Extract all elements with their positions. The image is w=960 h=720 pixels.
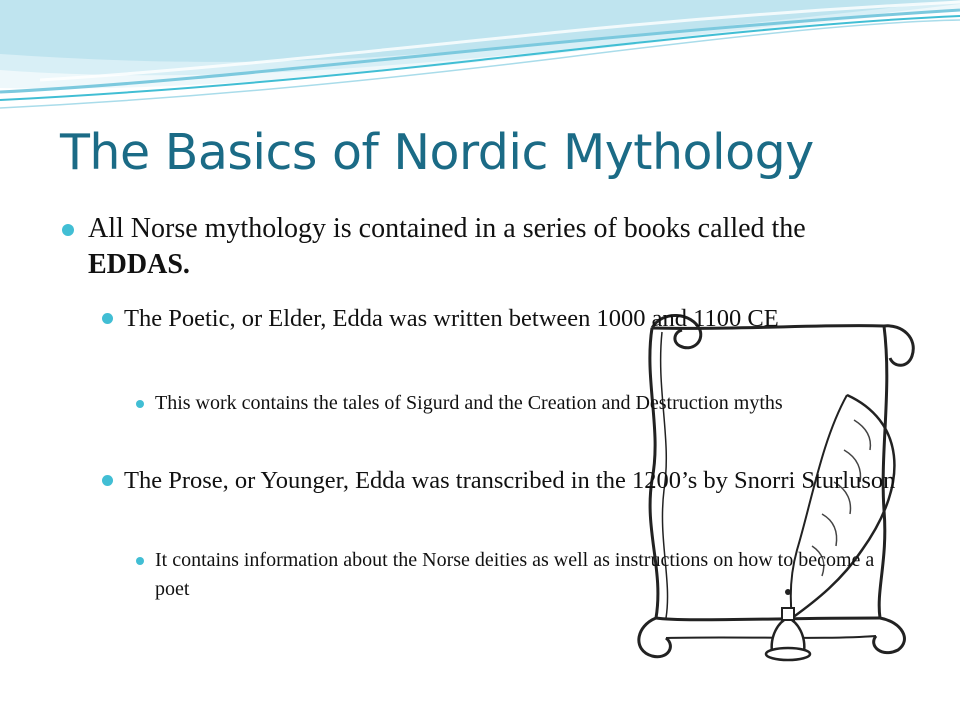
slide-title: The Basics of Nordic Mythology [60,124,814,181]
bullet-poetic-edda-text: The Poetic, or Elder, Edda was written between 1000 and 1100 CE [124,305,779,332]
bullet-prose-edda-detail-text: It contains information about the Norse deities as well as instructions on how to become a poet [155,549,875,600]
bullet-poetic-edda [124,302,904,335]
bullet-dot-icon [136,400,144,408]
bullet-prose-edda-text: The Prose, or Younger, Edda was transcribed in the 1200’s by Snorri Sturluson [124,467,896,494]
bullet-dot-icon [136,557,144,565]
bullet-eddas-period: . [182,249,190,280]
bullet-poetic-edda-detail [155,389,895,418]
bullet-dot-icon [102,313,113,324]
bullet-eddas-emphasis: EDDAS [88,249,183,280]
bullet-dot-icon [102,475,113,486]
bullet-eddas-text: All Norse mythology is contained in a series of books called the [88,213,806,244]
bullet-prose-edda [124,464,904,497]
bullet-eddas [88,211,908,283]
bullet-poetic-edda-detail-text: This work contains the tales of Sigurd and the Creation and Destruction myths [155,392,783,414]
bullet-prose-edda-detail [155,546,895,604]
bullet-dot-icon [62,224,74,236]
header-wave-decoration [0,0,960,120]
